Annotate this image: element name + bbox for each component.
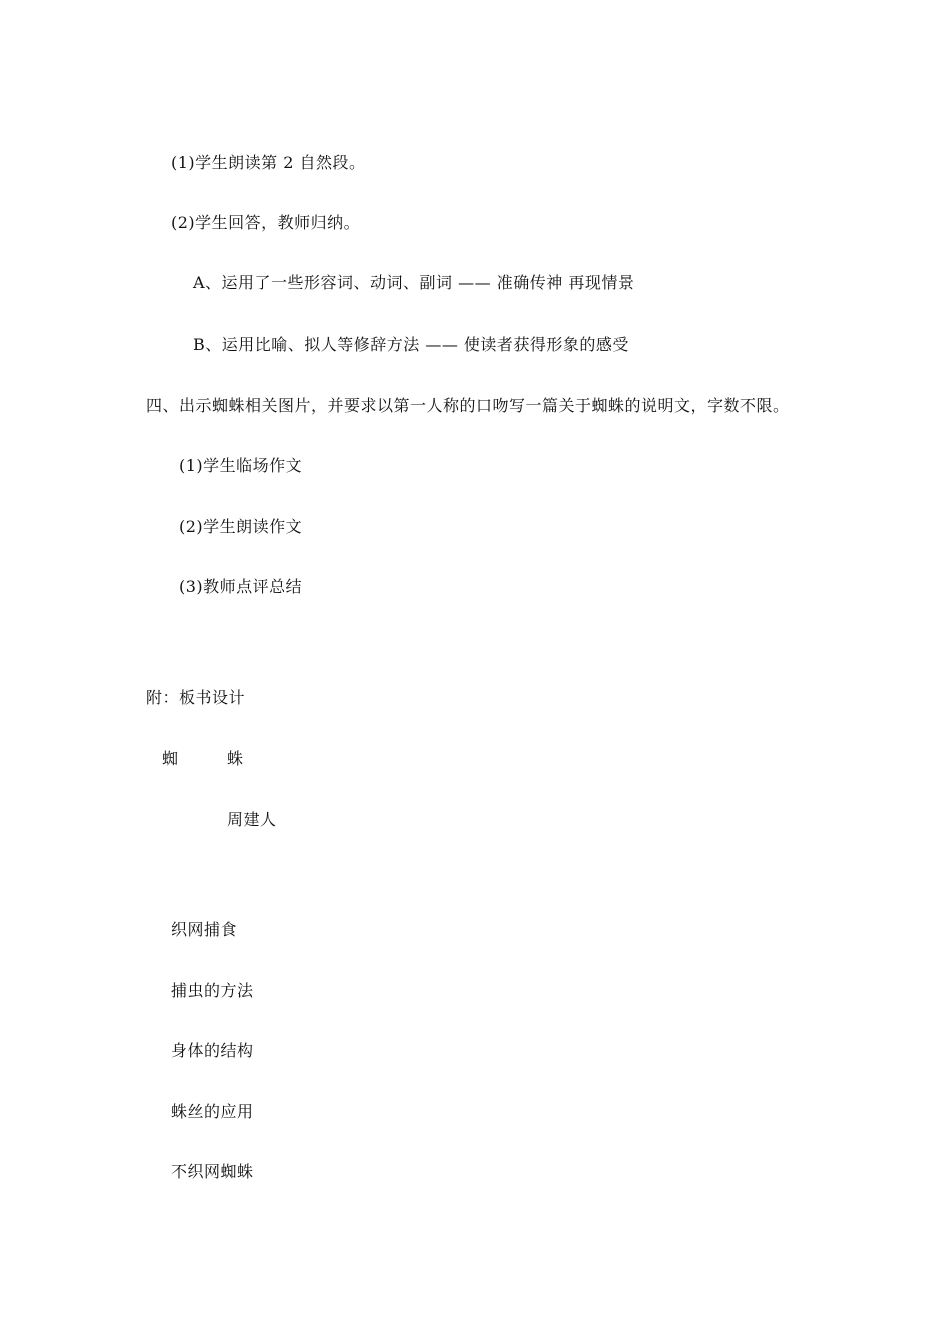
point-b: B、运用比喻、拟人等修辞方法 —— 使读者获得形象的感受 bbox=[193, 335, 629, 354]
point-a: A、运用了一些形容词、动词、副词 —— 准确传神 再现情景 bbox=[193, 273, 635, 292]
board-item: 捕虫的方法 bbox=[171, 981, 254, 1000]
board-author: 周建人 bbox=[227, 810, 277, 829]
board-item: 蛛丝的应用 bbox=[171, 1102, 254, 1121]
step-write-essay: (1)学生临场作文 bbox=[179, 456, 303, 475]
board-item: 身体的结构 bbox=[171, 1041, 254, 1060]
board-title-char-1: 蜘 bbox=[162, 749, 179, 768]
step-read-paragraph: (1)学生朗读第 2 自然段。 bbox=[171, 153, 366, 172]
step-read-essay: (2)学生朗读作文 bbox=[179, 517, 303, 536]
board-item: 不织网蜘蛛 bbox=[171, 1162, 254, 1181]
section-four-heading: 四、出示蜘蛛相关图片，并要求以第一人称的口吻写一篇关于蜘蛛的说明文，字数不限。 bbox=[146, 396, 790, 415]
board-item: 织网捕食 bbox=[171, 920, 238, 939]
board-title-char-2: 蛛 bbox=[227, 749, 244, 768]
appendix-heading: 附：板书设计 bbox=[146, 688, 246, 707]
step-answer-summary: (2)学生回答，教师归纳。 bbox=[171, 213, 361, 232]
step-teacher-review: (3)教师点评总结 bbox=[179, 577, 303, 596]
